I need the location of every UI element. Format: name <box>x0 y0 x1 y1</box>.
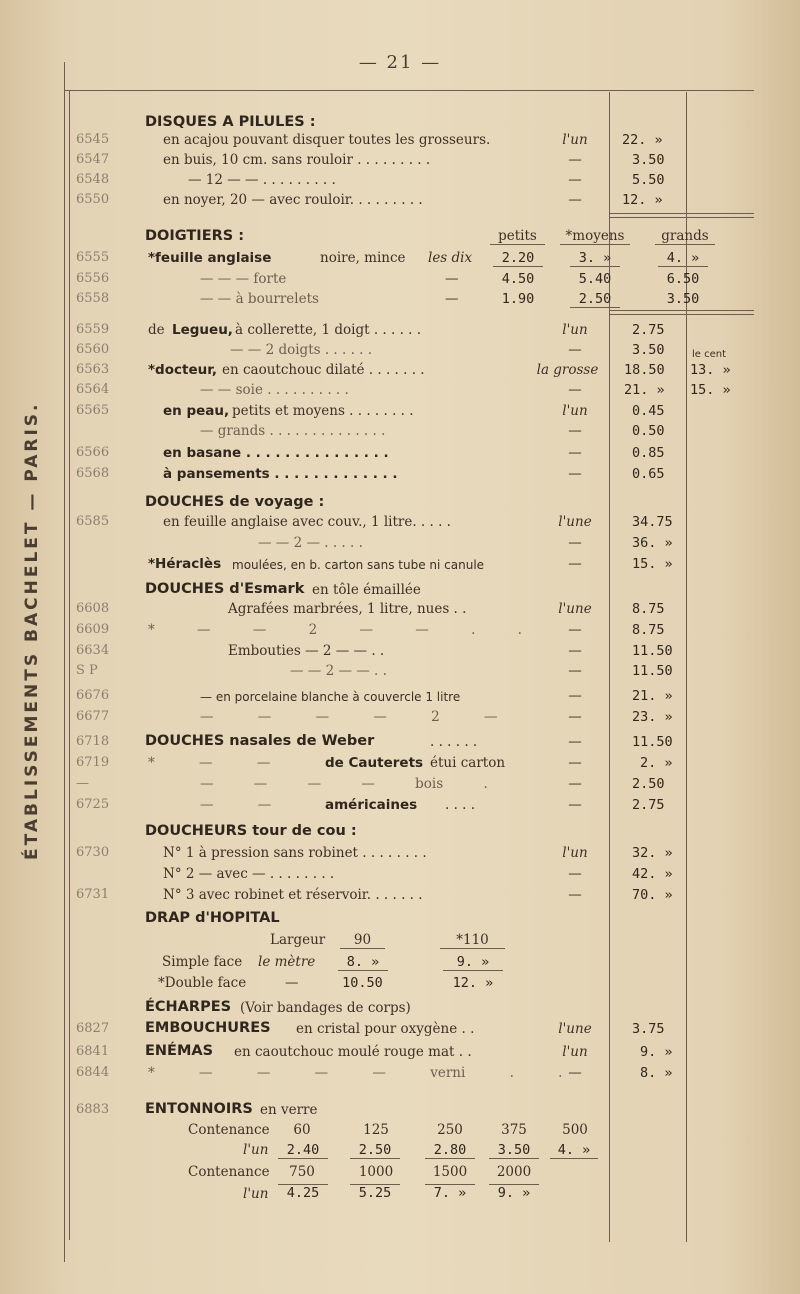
row-description: — — 2 — . . . . . <box>258 535 363 551</box>
row-prefix: de <box>148 322 165 338</box>
frame-inner-line <box>69 90 70 1240</box>
price-moyens: 2.50 <box>570 291 620 308</box>
price-moyens: 3. » <box>570 250 620 267</box>
row-description: en buis, 10 cm. sans rouloir . . . . . . . . . <box>163 152 431 168</box>
row-unit: — <box>568 535 582 551</box>
row-description: Embouties — 2 — — . . <box>228 643 385 659</box>
entonnoir-price: 3.50 <box>489 1142 539 1159</box>
entonnoirs-title: ENTONNOIRS <box>145 1101 253 1117</box>
row-unit: — <box>568 887 582 903</box>
drap-double-90: 10.50 <box>342 975 383 991</box>
capacity-value: 375 <box>501 1122 527 1138</box>
price-petits: 1.90 <box>501 291 535 307</box>
doigtiers-rule-bottom2 <box>610 314 754 315</box>
row-number: 6677 <box>76 709 110 724</box>
row-unit: les dix <box>428 250 473 266</box>
frame-top-line <box>64 90 754 91</box>
row-price: 2. » <box>640 755 673 771</box>
row-description: . . . . <box>445 797 476 813</box>
row-description: N° 3 avec robinet et réservoir. . . . . . . <box>163 887 423 903</box>
row-description: — 12 — — . . . . . . . . . <box>188 172 336 188</box>
row-number: 6559 <box>76 322 110 337</box>
enemas-title: ENÉMAS <box>145 1043 214 1059</box>
column-header-moyens: *moyens <box>560 228 630 245</box>
row-bold: en peau, <box>163 403 230 419</box>
row-unit: — <box>568 797 582 813</box>
entonnoir-price: 2.40 <box>278 1142 328 1159</box>
row-unit: — <box>568 423 582 439</box>
drap-width-90: 90 <box>340 932 385 949</box>
capacity-value: 1500 <box>432 1164 468 1180</box>
row-prefix: — grands . . . . . . . . . . . . . . <box>200 423 386 439</box>
row-description: * — — <box>148 755 271 771</box>
row-description: étui carton <box>430 755 506 771</box>
capacity-value: 60 <box>293 1122 311 1138</box>
row-price: 23. » <box>632 709 673 725</box>
row-price: 9. » <box>640 1044 673 1060</box>
row-description-bold: *Héraclès <box>148 556 222 572</box>
row-description-bold: de Cauterets <box>325 755 424 771</box>
row-description: moulées, en b. carton sans tube ni canule <box>232 558 485 572</box>
row-description: en cristal pour oxygène . . <box>296 1021 475 1037</box>
row-number: 6844 <box>76 1065 110 1080</box>
row-unit: — <box>568 866 582 882</box>
row-unit: — <box>568 152 582 168</box>
side-imprint: ÉTABLISSEMENTS BACHELET — PARIS. <box>22 401 42 860</box>
row-number: 6558 <box>76 291 110 306</box>
row-number: 6608 <box>76 601 110 616</box>
drap-unit: le mètre <box>258 954 316 970</box>
row-bold: *docteur, <box>148 362 218 378</box>
row-number: 6545 <box>76 132 110 147</box>
row-number: 6568 <box>76 466 110 481</box>
row-price: 11.50 <box>632 643 673 659</box>
row-unit: l'un <box>562 1044 588 1060</box>
echarpes-note: (Voir bandages de corps) <box>240 1000 411 1016</box>
row-description: en feuille anglaise avec couv., 1 litre. . . . . <box>163 514 451 530</box>
row-unit: — <box>568 466 582 482</box>
capacity-value: 1000 <box>358 1164 394 1180</box>
row-price: 70. » <box>632 887 673 903</box>
row-price: 2.75 <box>632 322 665 338</box>
row-price: 0.65 <box>632 466 665 482</box>
row-description: noire, mince <box>320 250 406 266</box>
price-grands: 4. » <box>658 250 708 267</box>
le-cent-label: le cent <box>692 349 727 360</box>
embouchures-title: EMBOUCHURES <box>145 1020 271 1036</box>
row-price: 34.75 <box>632 514 673 530</box>
row-price: 11.50 <box>632 663 673 679</box>
row-unit: — <box>568 556 582 572</box>
douches-esmark-title: DOUCHES d'Esmark <box>145 581 305 597</box>
row-unit: l'un <box>562 322 588 338</box>
row-cent-price: 13. » <box>690 362 731 378</box>
drap-double-label: *Double face <box>158 975 247 991</box>
row-number: 6609 <box>76 622 110 637</box>
capacity-value: 500 <box>562 1122 588 1138</box>
row-unit: — <box>568 709 582 725</box>
row-bold: en basane . . . . . . . . . . . . . . . <box>163 445 389 461</box>
douches-esmark-subtitle: en tôle émaillée <box>312 582 421 598</box>
douches-nasales-title: DOUCHES nasales de Weber <box>145 733 375 749</box>
row-price: 8.75 <box>632 601 665 617</box>
row-price: 0.85 <box>632 445 665 461</box>
capacity-value: 125 <box>363 1122 389 1138</box>
row-price: 0.50 <box>632 423 665 439</box>
row-description: en caoutchouc moulé rouge mat . . <box>234 1044 472 1060</box>
row-cent-price: 15. » <box>690 382 731 398</box>
entonnoir-price: 2.80 <box>425 1142 475 1159</box>
row-unit: l'un <box>562 845 588 861</box>
row-price: 3.75 <box>632 1021 665 1037</box>
row-price: 15. » <box>632 556 673 572</box>
row-price: 8. » <box>640 1065 673 1081</box>
entonnoir-price: 4.25 <box>278 1184 328 1201</box>
row-number: 6676 <box>76 688 110 703</box>
row-price: 22. » <box>622 132 663 148</box>
row-description: Agrafées marbrées, 1 litre, nues . . <box>228 601 467 617</box>
row-price: 5.50 <box>632 172 665 188</box>
drap-simple-110: 9. » <box>443 954 503 971</box>
row-description: — — 2 — — . . <box>290 663 387 679</box>
drap-simple-label: Simple face <box>162 954 243 970</box>
drap-simple-90: 8. » <box>338 954 388 971</box>
entonnoir-price: 2.50 <box>350 1142 400 1159</box>
drap-double-110: 12. » <box>452 975 494 991</box>
doigtiers-rule-top2 <box>610 217 754 218</box>
entonnoirs-unit: l'un <box>243 1142 269 1158</box>
column-header-petits: petits <box>490 228 545 245</box>
disques-title: DISQUES A PILULES : <box>145 114 316 130</box>
row-price: 3.50 <box>632 342 665 358</box>
row-price: 0.45 <box>632 403 665 419</box>
row-number: 6563 <box>76 362 110 377</box>
drap-title: DRAP d'HOPITAL <box>145 910 280 926</box>
row-price: 18.50 <box>624 362 665 378</box>
row-suffix: en caoutchouc dilaté . . . . . . . <box>222 362 425 378</box>
row-unit: — <box>568 382 582 398</box>
row-price: 21. » <box>632 688 673 704</box>
row-unit: l'une <box>558 1021 592 1037</box>
row-description-bold: américaines <box>325 797 418 813</box>
row-unit: — <box>568 643 582 659</box>
price-grands: 3.50 <box>666 291 700 307</box>
row-description: — — — — 2 — <box>200 709 498 725</box>
row-unit: — <box>445 271 459 287</box>
douches-voyage-title: DOUCHES de voyage : <box>145 494 325 510</box>
row-suffix: petits et moyens . . . . . . . . <box>232 403 414 419</box>
drap-width-110: *110 <box>440 932 505 949</box>
column-header-grands: grands <box>655 228 715 245</box>
row-number: 6550 <box>76 192 110 207</box>
row-price: 42. » <box>632 866 673 882</box>
row-number: 6566 <box>76 445 110 460</box>
row-number: 6555 <box>76 250 110 265</box>
row-price: 3.50 <box>632 152 665 168</box>
row-unit: — <box>568 445 582 461</box>
doigtiers-title: DOIGTIERS : <box>145 228 245 244</box>
row-number: 6841 <box>76 1044 110 1059</box>
row-unit: l'un <box>562 132 588 148</box>
row-unit: — <box>568 1065 582 1081</box>
row-number: 6556 <box>76 271 110 286</box>
price-moyens: 5.40 <box>578 271 612 287</box>
row-price: 21. » <box>624 382 665 398</box>
row-price: 8.75 <box>632 622 665 638</box>
capacity-value: 250 <box>437 1122 463 1138</box>
row-price: 2.75 <box>632 797 665 813</box>
row-unit: — <box>445 291 459 307</box>
row-suffix: à collerette, 1 doigt . . . . . . <box>235 322 422 338</box>
row-unit: — <box>568 688 582 704</box>
price-petits: 2.20 <box>493 250 543 267</box>
row-description: N° 2 — avec — . . . . . . . . <box>163 866 335 882</box>
row-price: 11.50 <box>632 734 673 750</box>
entonnoir-price: 9. » <box>489 1184 539 1201</box>
echarpes-title: ÉCHARPES <box>145 999 232 1015</box>
row-description: — — — forte <box>200 271 287 287</box>
row-unit: la grosse <box>536 362 599 378</box>
row-unit: — <box>568 776 582 792</box>
row-description: — — — — bois . <box>200 776 488 792</box>
entonnoirs-unit: l'un <box>243 1186 269 1202</box>
entonnoirs-contenance-label: Contenance <box>188 1122 270 1138</box>
row-description: N° 1 à pression sans robinet . . . . . . . . <box>163 845 427 861</box>
row-number: S P <box>76 663 98 678</box>
price-grands: 6.50 <box>666 271 700 287</box>
row-unit: — <box>568 755 582 771</box>
row-number: 6634 <box>76 643 110 658</box>
drap-double-unit: — <box>285 975 299 991</box>
row-unit: l'une <box>558 514 592 530</box>
row-description: . . . . . . <box>430 734 478 750</box>
row-number: — <box>76 776 89 791</box>
row-number: 6560 <box>76 342 110 357</box>
row-number: 6719 <box>76 755 110 770</box>
row-unit: l'une <box>558 601 592 617</box>
row-price: 36. » <box>632 535 673 551</box>
doigtiers-rule-top <box>610 213 754 214</box>
row-number: 6547 <box>76 152 110 167</box>
row-description: * — — 2 — — . . <box>148 622 522 638</box>
entonnoir-price: 7. » <box>425 1184 475 1201</box>
row-unit: — <box>568 622 582 638</box>
row-description: — en porcelaine blanche à couvercle 1 litre <box>200 690 461 704</box>
row-number: 6883 <box>76 1102 110 1117</box>
row-unit: — <box>568 663 582 679</box>
row-prefix: — — 2 doigts . . . . . . <box>230 342 373 358</box>
row-price: 12. » <box>622 192 663 208</box>
row-price: 2.50 <box>632 776 665 792</box>
row-number: 6548 <box>76 172 110 187</box>
row-number: 6731 <box>76 887 110 902</box>
row-number: 6827 <box>76 1021 110 1036</box>
row-unit: — <box>568 342 582 358</box>
row-description: — — <box>200 797 272 813</box>
row-number: 6564 <box>76 382 110 397</box>
row-bold: à pansements . . . . . . . . . . . . . <box>163 466 398 482</box>
price-petits: 4.50 <box>501 271 535 287</box>
row-description: — — à bourrelets <box>200 291 319 307</box>
entonnoirs-contenance-label: Contenance <box>188 1164 270 1180</box>
row-number: 6730 <box>76 845 110 860</box>
row-prefix: — — soie . . . . . . . . . . <box>200 382 349 398</box>
row-number: 6585 <box>76 514 110 529</box>
row-unit: — <box>568 172 582 188</box>
row-description: en noyer, 20 — avec rouloir. . . . . . . . . <box>163 192 423 208</box>
row-description-bold: *feuille anglaise <box>148 250 272 266</box>
entonnoir-price: 4. » <box>550 1142 598 1159</box>
capacity-value: 2000 <box>496 1164 532 1180</box>
row-description: en acajou pouvant disquer toutes les grosseurs. <box>163 132 491 148</box>
row-unit: — <box>568 192 582 208</box>
row-bold: Legueu, <box>172 322 233 338</box>
row-description: * — — — — verni . . <box>148 1065 563 1081</box>
page-number: — 21 — <box>358 52 442 73</box>
entonnoir-price: 5.25 <box>350 1184 400 1201</box>
entonnoirs-subtitle: en verre <box>260 1102 318 1118</box>
row-number: 6725 <box>76 797 110 812</box>
drap-largeur-label: Largeur <box>270 932 326 948</box>
row-number: 6565 <box>76 403 110 418</box>
row-number: 6718 <box>76 734 110 749</box>
frame-left-line <box>64 62 65 1262</box>
row-price: 32. » <box>632 845 673 861</box>
row-unit: l'un <box>562 403 588 419</box>
doucheurs-title: DOUCHEURS tour de cou : <box>145 823 357 839</box>
doigtiers-rule-bottom <box>610 310 754 311</box>
capacity-value: 750 <box>289 1164 315 1180</box>
row-unit: — <box>568 734 582 750</box>
